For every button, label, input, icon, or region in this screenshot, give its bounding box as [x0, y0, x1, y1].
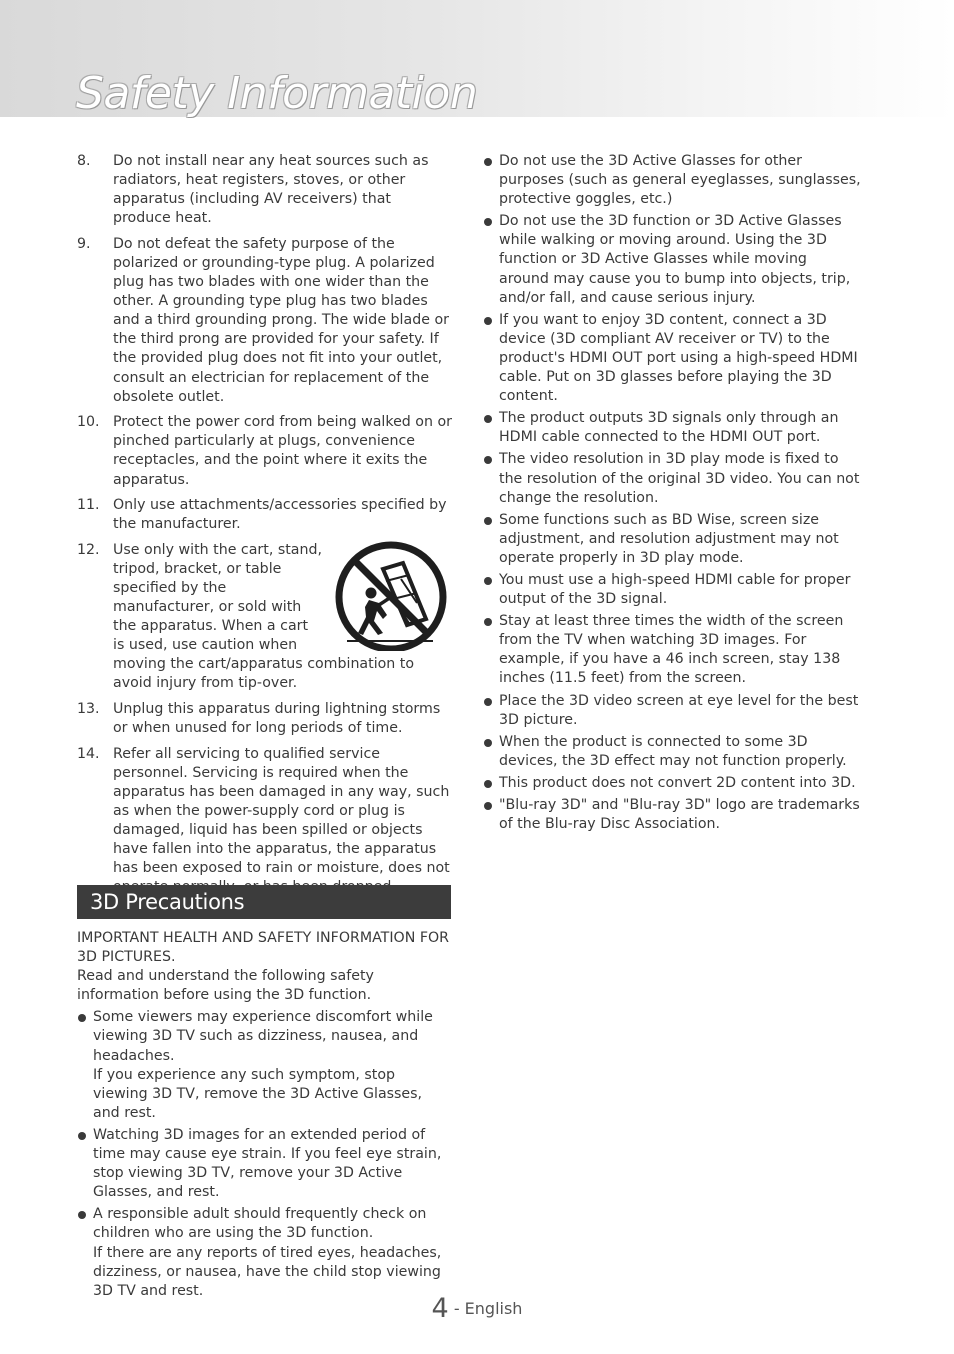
bullet-icon	[484, 577, 492, 585]
bullet-text: A responsible adult should frequently check on children who are using the 3D function.	[93, 1206, 427, 1242]
item-text: Use only with the cart, stand, tripod, bracket, or table specified by the manufacturer, or sold with the apparatus. When a cart is used, use caution when moving the cart/apparatus combination to avoid injury from tip-over.	[113, 541, 415, 692]
item-text: Unplug this apparatus during lightning storms or when unused for long periods of time.	[113, 701, 441, 737]
list-item	[483, 774, 861, 793]
bullet-icon	[484, 802, 492, 810]
precautions-intro-heading: IMPORTANT HEALTH AND SAFETY INFORMATION FOR 3D PICTURES.	[77, 930, 450, 966]
bullet-text: Some functions such as BD Wise, screen size adjustment, and resolution adjustment may not operate properly in 3D play mode.	[499, 511, 839, 566]
item-number: 10.	[77, 414, 100, 431]
page-number: 4	[431, 1293, 449, 1324]
item-number: 9.	[77, 235, 91, 252]
item-text: Do not defeat the safety purpose of the polarized or grounding-type plug. A polarized plug has two blades with one wider than the other. A grounding type plug has two blades and a third grounding prong. The wide blade or the third prong are provided for your safety. If the provided plug does not fit into your outlet, consult an electrician for replacement of the obsolete outlet.	[113, 235, 449, 405]
bullet-icon	[484, 456, 492, 464]
bullet-icon	[484, 517, 492, 525]
bullet-text: The product outputs 3D signals only through an HDMI cable connected to the HDMI OUT port.	[499, 410, 839, 446]
list-item	[77, 700, 452, 738]
bullet-icon	[484, 415, 492, 423]
item-text: Refer all servicing to qualified service personnel. Servicing is required when the apparatus has been damaged in any way, such as when the power-supply cord or plug is damaged, liquid has been spilled or objects have fallen into the apparatus, the apparatus has been exposed to rain or moisture, does not	[113, 745, 450, 877]
item-text: Do not install near any heat sources such as radiators, heat registers, stoves, or other apparatus (including AV receivers) that produce heat.	[113, 153, 429, 227]
precautions-left	[77, 929, 453, 1304]
list-item	[483, 450, 861, 507]
bullet-icon	[484, 317, 492, 325]
bullet-icon	[484, 218, 492, 226]
bullet-icon	[484, 780, 492, 788]
bullet-text: When the product is connected to some 3D devices, the 3D effect may not function properly.	[499, 733, 847, 769]
list-item	[77, 1008, 453, 1123]
precautions-bullet-list-right	[483, 152, 861, 834]
bullet-text: "Blu-ray 3D" and "Blu-ray 3D" logo are trademarks of the Blu-ray Disc Association.	[499, 797, 860, 833]
bullet-icon	[484, 698, 492, 706]
item-number: 12.	[77, 541, 100, 558]
bullet-icon	[484, 739, 492, 747]
list-item	[77, 1205, 453, 1300]
precautions-intro-text: Read and understand the following safety information before using the 3D function.	[77, 968, 374, 1004]
item-number: 13.	[77, 701, 100, 718]
list-item	[483, 692, 861, 730]
item-text: Only use attachments/accessories specified by the manufacturer.	[113, 497, 447, 533]
bullet-text: Some viewers may experience discomfort while viewing 3D TV such as dizziness, nausea, and headaches.	[93, 1009, 433, 1064]
bullet-icon	[484, 158, 492, 166]
list-item	[77, 413, 452, 489]
list-item	[483, 612, 861, 688]
safety-numbered-list	[77, 152, 452, 897]
bullet-text: Do not use the 3D function or 3D Active Glasses while walking or moving around. Using the 3D function or 3D Active Glasses while moving around may cause you to bump into objects, trip, and/or fall, and cause serious injury.	[499, 213, 851, 306]
list-item	[77, 496, 452, 534]
bullet-icon	[484, 618, 492, 626]
bullet-text: Watching 3D images for an extended period of time may cause eye strain. If you feel eye strain, stop viewing 3D TV, remove your 3D Active Glasses, and rest.	[93, 1126, 442, 1201]
list-item	[483, 511, 861, 568]
cart-tipover-warning-icon	[331, 541, 449, 651]
item-number: 11.	[77, 497, 100, 514]
section-title: 3D Precautions	[90, 890, 245, 914]
list-item	[77, 745, 452, 898]
left-column	[77, 152, 452, 904]
list-item	[483, 311, 861, 406]
bullet-text: Do not use the 3D Active Glasses for other purposes (such as general eyeglasses, sunglasses, protective goggles, etc.)	[499, 153, 861, 208]
list-item	[483, 733, 861, 771]
item-number: 8.	[77, 153, 91, 169]
page-footer	[0, 1293, 954, 1324]
item-text: Protect the power cord from being walked on or pinched particularly at plugs, convenience receptacles, and the point where it exits the apparatus.	[113, 414, 453, 488]
bullet-icon	[78, 1132, 86, 1140]
bullet-icon	[78, 1014, 86, 1022]
bullet-icon	[78, 1211, 86, 1219]
section-header-3d-precautions	[77, 885, 451, 919]
bullet-extra-text: If there are any reports of tired eyes, headaches, dizziness, or nausea, have the child stop viewing 3D TV and rest.	[93, 1244, 442, 1299]
list-item	[77, 541, 452, 694]
list-item	[77, 235, 452, 407]
page-header	[0, 0, 954, 117]
list-item	[77, 1126, 453, 1202]
precautions-bullet-list	[77, 1008, 453, 1300]
list-item	[483, 152, 861, 209]
bullet-text: You must use a high-speed HDMI cable for proper output of the 3D signal.	[499, 571, 851, 608]
bullet-text: Place the 3D video screen at eye level for the best 3D picture.	[499, 692, 859, 728]
list-item	[483, 571, 861, 609]
bullet-text: If you want to enjoy 3D content, connect a 3D device (3D compliant AV receiver or TV) to the product's HDMI OUT port using a high-speed HDMI cable. Put on 3D glasses before playing the 3D content.	[499, 311, 858, 405]
page-title: Safety Information	[76, 68, 478, 119]
bullet-text: The video resolution in 3D play mode is fixed to the resolution of the original 3D video. You can not change the resolution.	[499, 451, 860, 506]
list-item	[483, 409, 861, 447]
bullet-text: Stay at least three times the width of the screen from the TV when watching 3D images. For example, if you have a 46 inch screen, stay 138 inches (11.5 feet) from the screen.	[499, 613, 844, 687]
footer-language: - English	[453, 1299, 523, 1318]
item-number: 14.	[77, 745, 100, 762]
right-column	[483, 152, 861, 837]
bullet-text: This product does not convert 2D content into 3D.	[499, 774, 856, 791]
list-item	[483, 212, 861, 307]
list-item	[483, 796, 861, 834]
bullet-extra-text: If you experience any such symptom, stop viewing 3D TV, remove the 3D Active Glasses, and rest.	[93, 1066, 423, 1121]
list-item	[77, 152, 452, 228]
